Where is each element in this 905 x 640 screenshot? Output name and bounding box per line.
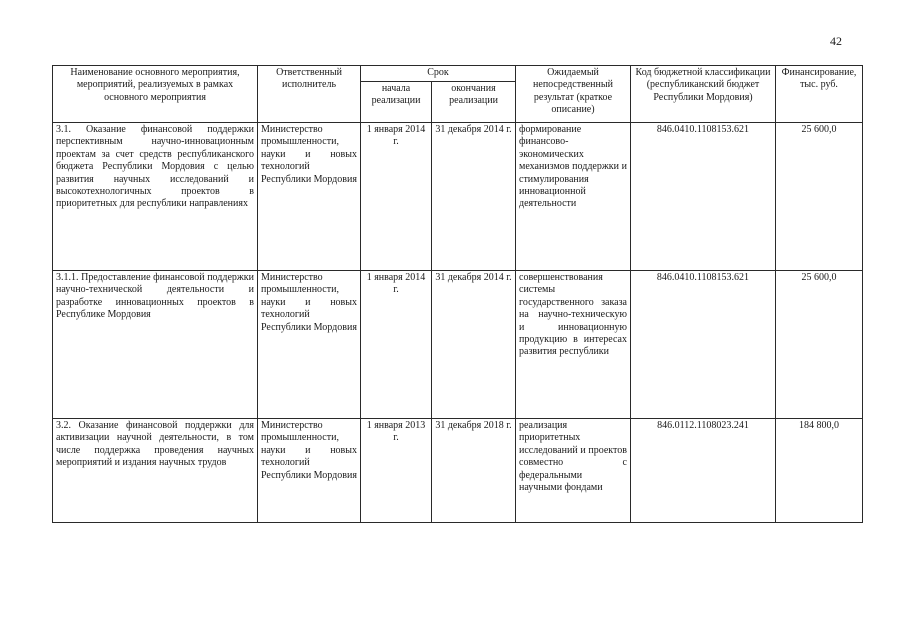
expected-result: совершенствования системы государственного заказа на научно-техническую и инновационную продукцию в интересах развития республики <box>516 271 631 419</box>
end-date: 31 декабря 2018 г. <box>432 419 516 523</box>
end-date: 31 декабря 2014 г. <box>432 271 516 419</box>
header-row <box>53 66 863 82</box>
start-date: 1 января 2013 г. <box>361 419 432 523</box>
header-term-start: начала реализации <box>361 82 432 123</box>
activity-name: 3.2. Оказание финансовой поддержки для активизации научной деятельности, в том числе поддержка проведения научных мероприятий и издания научных трудов <box>53 419 258 523</box>
financing-amount: 184 800,0 <box>776 419 863 523</box>
start-date: 1 января 2014 г. <box>361 123 432 271</box>
activity-name: 3.1.1. Предоставление финансовой поддержки научно-технической деятельности и разработке инновационных проектов в Республике Мордовия <box>53 271 258 419</box>
budget-code: 846.0410.1108153.621 <box>631 123 776 271</box>
table-row <box>53 123 863 271</box>
expected-result: реализация приоритетных исследований и проектов совместно с федеральными научными фондами <box>516 419 631 523</box>
responsible-executor: Министерство промышленности, науки и новых технологий Республики Мордовия <box>258 123 361 271</box>
header-term: Срок <box>361 66 516 82</box>
responsible-executor: Министерство промышленности, науки и новых технологий Республики Мордовия <box>258 271 361 419</box>
budget-code: 846.0112.1108023.241 <box>631 419 776 523</box>
program-activities-table <box>52 65 863 523</box>
header-result: Ожидаемый непосредственный результат (краткое описание) <box>516 66 631 123</box>
start-date: 1 января 2014 г. <box>361 271 432 419</box>
financing-amount: 25 600,0 <box>776 271 863 419</box>
header-financing: Финансирование, тыс. руб. <box>776 66 863 123</box>
header-name: Наименование основного мероприятия, мероприятий, реализуемых в рамках основного мероприятия <box>53 66 258 123</box>
end-date: 31 декабря 2014 г. <box>432 123 516 271</box>
header-term-end: окончания реализации <box>432 82 516 123</box>
activity-name: 3.1. Оказание финансовой поддержки перспективным научно-инновационным проектам за счет средств республиканского бюджета Республики Мордовия с целью развития научных исследований и высокотехнологичных проектов в приоритетных для республики направлениях <box>53 123 258 271</box>
page-number: 42 <box>830 34 842 48</box>
table-row <box>53 419 863 523</box>
header-budget-code: Код бюджетной классификации (республиканский бюджет Республики Мордовия) <box>631 66 776 123</box>
budget-code: 846.0410.1108153.621 <box>631 271 776 419</box>
table-row <box>53 271 863 419</box>
header-responsible: Ответственный исполнитель <box>258 66 361 123</box>
financing-amount: 25 600,0 <box>776 123 863 271</box>
expected-result: формирование финансово-экономических механизмов поддержки и стимулирования инновационной деятельности <box>516 123 631 271</box>
responsible-executor: Министерство промышленности, науки и новых технологий Республики Мордовия <box>258 419 361 523</box>
